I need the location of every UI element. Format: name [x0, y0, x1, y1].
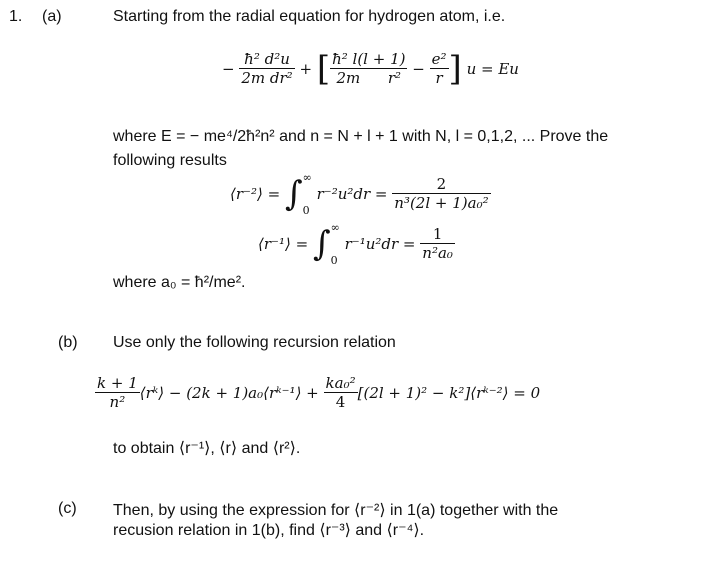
question-number: 1. — [9, 8, 23, 25]
part-b-intro: Use only the following recursion relation — [113, 334, 396, 351]
radial-frac-kinetic — [239, 50, 294, 88]
result1-rhs-num: 2 — [392, 175, 490, 194]
part-a-intro: Starting from the radial equation for hydrogen atom, i.e. — [113, 8, 506, 25]
part-c-line-1: Then, by using the expression for ⟨r⁻²⟩ in 1(a) together with the — [113, 502, 559, 519]
following-results-line: following results — [113, 152, 227, 169]
radial-frac-centrifugal-den-m: 2m — [336, 69, 361, 87]
radial-plus: + — [299, 59, 313, 78]
recursion-frac-1-den: n² — [109, 393, 126, 411]
radial-frac-centrifugal-den-r: r² — [387, 69, 402, 87]
result1-rhs-frac — [392, 175, 490, 213]
integral-limits-2 — [331, 222, 340, 266]
part-c-line-2: recusion relation in 1(b), find ⟨r⁻³⟩ and ⟨r⁻⁴⟩. — [113, 522, 425, 539]
result2-rhs-den: n²a₀ — [422, 244, 453, 263]
int2-lower: 0 — [330, 254, 338, 267]
radial-frac-kinetic-num: ħ² d²u — [239, 50, 294, 69]
right-bracket: ] — [448, 48, 462, 89]
radial-frac-coulomb-num: e² — [431, 50, 447, 68]
where-bohr-radius: where a₀ = ħ²/me². — [113, 274, 246, 291]
recursion-frac-1 — [95, 374, 140, 412]
left-bracket: [ — [316, 48, 331, 89]
int1-lower: 0 — [302, 204, 310, 217]
recursion-term-2: [(2l + 1)² − k²]⟨rᵏ⁻²⟩ = 0 — [357, 383, 541, 402]
int2-upper: ∞ — [330, 221, 340, 234]
recursion-term-1: ⟨rᵏ⟩ − (2k + 1)a₀⟨rᵏ⁻¹⟩ + — [139, 383, 319, 402]
result1-integrand: r⁻²u²dr = — [316, 185, 388, 203]
recursion-relation — [95, 374, 540, 412]
where-energy-line: where E = − me⁴/2ħ²n² and n = N + l + 1 with N, l = 0,1,2, ... Prove the — [113, 128, 609, 145]
radial-equation — [222, 50, 519, 88]
result1-lhs: ⟨r⁻²⟩ = — [230, 185, 281, 203]
radial-minus-2: − — [412, 59, 425, 78]
radial-frac-coulomb — [430, 50, 449, 88]
recursion-frac-2-den: 4 — [335, 393, 346, 411]
result2-rhs-frac — [420, 225, 455, 263]
part-b-label: (b) — [58, 334, 78, 351]
result1-rhs-den: n³(2l + 1)a₀² — [394, 194, 489, 213]
result2-integrand: r⁻¹u²dr = — [344, 235, 416, 253]
recursion-frac-2 — [324, 374, 358, 412]
result2-rhs-num: 1 — [420, 225, 455, 244]
radial-frac-centrifugal-num: ħ² l(l + 1) — [332, 50, 406, 68]
radial-frac-centrifugal — [330, 50, 407, 88]
int1-upper: ∞ — [302, 171, 312, 184]
radial-rhs: u = Eu — [466, 59, 519, 78]
result2-lhs: ⟨r⁻¹⟩ = — [258, 235, 309, 253]
part-c-label: (c) — [58, 500, 77, 517]
radial-frac-kinetic-den: 2m dr² — [241, 69, 293, 87]
radial-frac-coulomb-den: r — [435, 69, 443, 87]
recursion-frac-2-num: ka₀² — [325, 374, 356, 392]
radial-minus: − — [222, 59, 235, 78]
integral-sign-1: ∫ — [284, 174, 303, 214]
result-r-minus-2 — [230, 172, 491, 216]
part-b-obtain: to obtain ⟨r⁻¹⟩, ⟨r⟩ and ⟨r²⟩. — [113, 440, 301, 457]
integral-sign-2: ∫ — [312, 224, 331, 264]
radial-frac-centrifugal-den — [330, 69, 407, 88]
part-a-label: (a) — [42, 8, 62, 25]
integral-limits-1 — [303, 172, 312, 216]
recursion-frac-1-num: k + 1 — [97, 374, 138, 392]
result-r-minus-1 — [258, 222, 455, 266]
